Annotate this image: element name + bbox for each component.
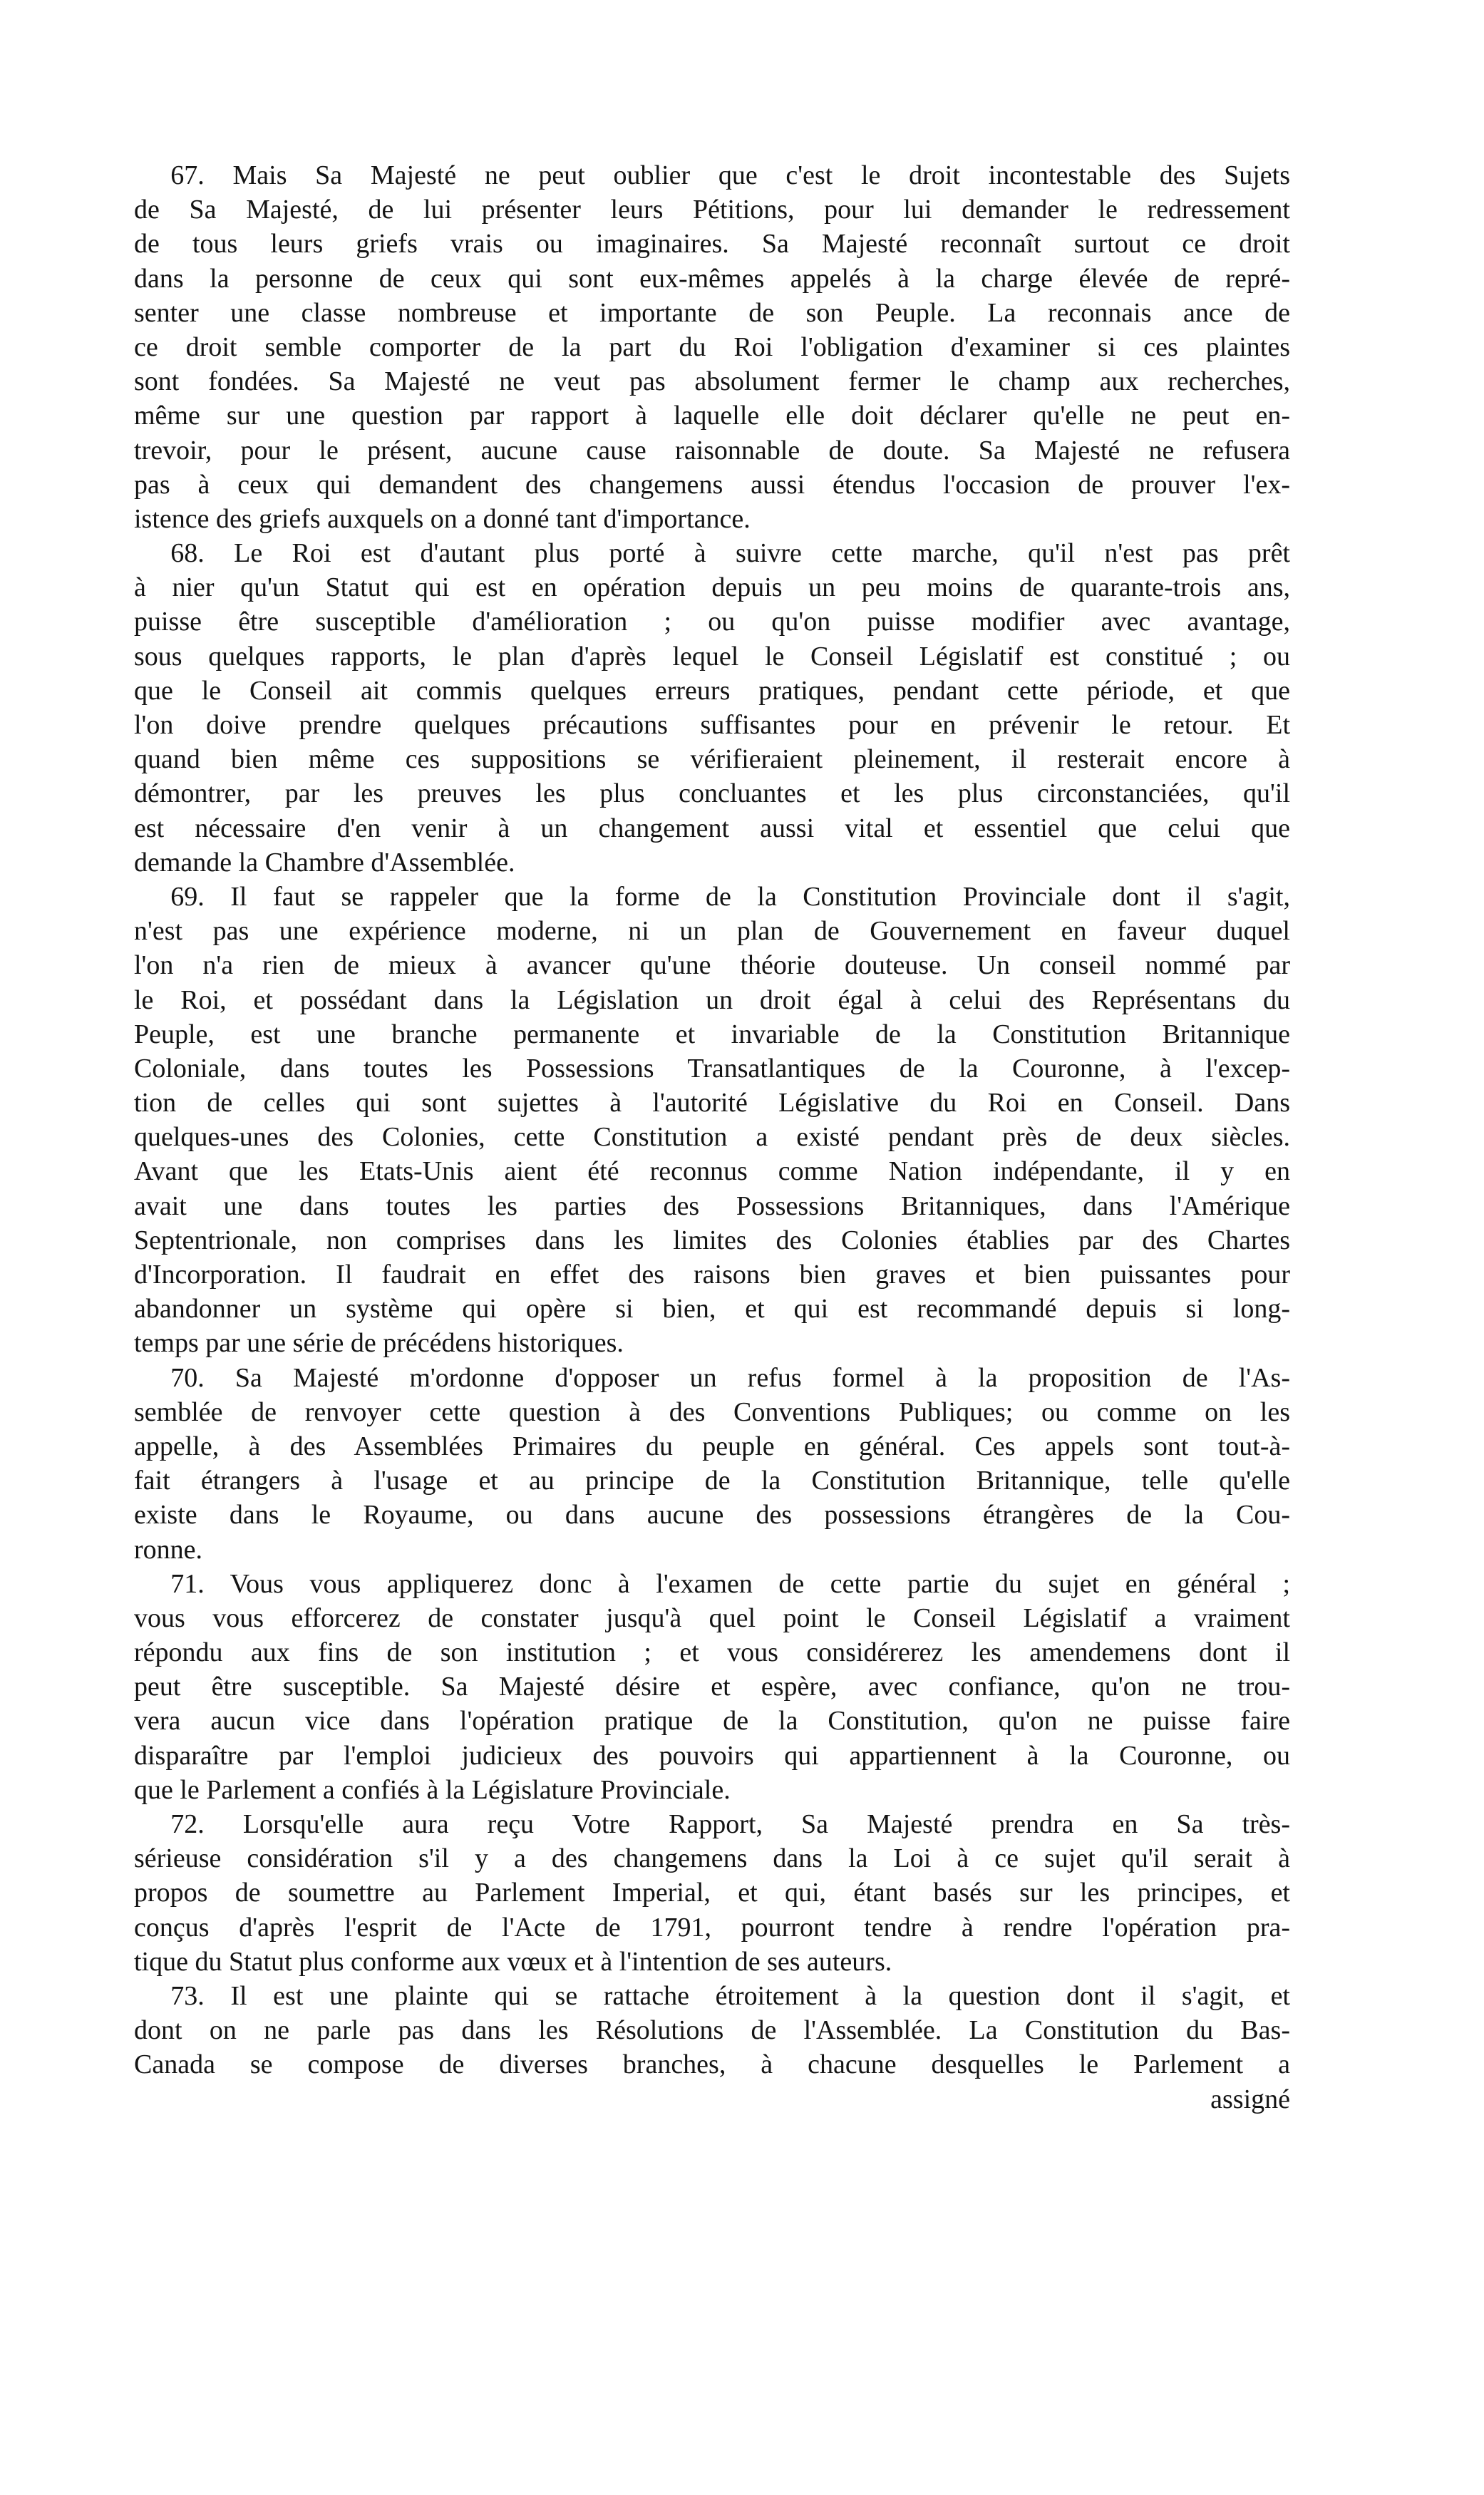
text-line: trevoir, pour le présent, aucune cause raisonnable de doute. Sa Majesté ne refusera [134, 435, 1290, 465]
text-line: l'on doive prendre quelques précautions suffisantes pour en prévenir le retour. Et [134, 710, 1290, 740]
text-line: conçus d'après l'esprit de l'Acte de 1791, pourront tendre à rendre l'opération pra- [134, 1912, 1290, 1943]
text-line: ronne. [134, 1534, 203, 1565]
text-line: même sur une question par rapport à laquelle elle doit déclarer qu'elle ne peut en- [134, 401, 1290, 431]
text-line: vera aucun vice dans l'opération pratique de la Constitution, qu'on ne puisse faire [134, 1706, 1290, 1737]
text-line: semblée de renvoyer cette question à des Conventions Publiques; ou comme on les [134, 1396, 1290, 1427]
text-line: dont on ne parle pas dans les Résolutions de l'Assemblée. La Constitution du Bas- [134, 2015, 1290, 2046]
text-line: 72. Lorsqu'elle aura reçu Votre Rapport, Sa Majesté prendra en Sa très- [170, 1809, 1290, 1839]
text-line: 71. Vous vous appliquerez donc à l'examen de cette partie du sujet en général ; [170, 1568, 1290, 1599]
text-line: abandonner un système qui opère si bien, et qui est recommandé depuis si long- [134, 1294, 1290, 1324]
text-line: fait étrangers à l'usage et au principe de la Constitution Britannique, telle qu'elle [134, 1466, 1290, 1496]
text-line: quelques-unes des Colonies, cette Constitution a existé pendant près de deux siècles. [134, 1122, 1290, 1153]
text-line: est nécessaire d'en venir à un changement aussi vital et essentiel que celui que [134, 813, 1290, 843]
text-line: senter une classe nombreuse et importante de son Peuple. La reconnais ance de [134, 297, 1290, 328]
text-line: vous vous efforcerez de constater jusqu'à quel point le Conseil Législatif a vraiment [134, 1603, 1290, 1633]
text-line: à nier qu'un Statut qui est en opération depuis un peu moins de quarante-trois ans, [134, 572, 1290, 603]
text-line: que le Parlement a confiés à la Législature Provinciale. [134, 1774, 731, 1805]
body-text [134, 158, 1290, 2116]
text-line: d'Incorporation. Il faudrait en effet des raisons bien graves et bien puissantes pour [134, 1260, 1290, 1290]
text-line: 67. Mais Sa Majesté ne peut oublier que c'est le droit incontestable des Sujets [170, 160, 1290, 190]
text-line: démontrer, par les preuves les plus concluantes et les plus circonstanciées, qu'il [134, 778, 1290, 809]
text-line: de Sa Majesté, de lui présenter leurs Pétitions, pour lui demander le redressement [134, 195, 1290, 225]
text-line: que le Conseil ait commis quelques erreurs pratiques, pendant cette période, et que [134, 675, 1290, 706]
text-line: tion de celles qui sont sujettes à l'autorité Législative du Roi en Conseil. Dans [134, 1088, 1290, 1118]
text-line: puisse être susceptible d'amélioration ; ou qu'on puisse modifier avec avantage, [134, 607, 1290, 637]
text-line: 69. Il faut se rappeler que la forme de la Constitution Provinciale dont il s'agit, [170, 881, 1290, 912]
text-line: disparaître par l'emploi judicieux des pouvoirs qui appartiennent à la Couronne, ou [134, 1740, 1290, 1771]
text-line: pas à ceux qui demandent des changemens aussi étendus l'occasion de prouver l'ex- [134, 469, 1290, 500]
text-line: 73. Il est une plainte qui se rattache étroitement à la question dont il s'agit, et [170, 1980, 1290, 2011]
text-line: tique du Statut plus conforme aux vœux et à l'intention de ses auteurs. [134, 1946, 892, 1977]
text-line: existe dans le Royaume, ou dans aucune des possessions étrangères de la Cou- [134, 1500, 1290, 1531]
text-line: ce droit semble comporter de la part du Roi l'obligation d'examiner si ces plaintes [134, 331, 1290, 362]
text-line: 68. Le Roi est d'autant plus porté à suivre cette marche, qu'il n'est pas prêt [170, 538, 1290, 569]
catchword: assigné [1210, 2084, 1290, 2114]
text-line: dans la personne de ceux qui sont eux-mêmes appelés à la charge élevée de repré- [134, 263, 1290, 294]
text-line: appelle, à des Assemblées Primaires du peuple en général. Ces appels sont tout-à- [134, 1431, 1290, 1461]
text-line: répondu aux fins de son institution ; et vous considérerez les amendemens dont il [134, 1637, 1290, 1668]
text-line: demande la Chambre d'Assemblée. [134, 847, 515, 878]
text-line: quand bien même ces suppositions se vérifieraient pleinement, il resterait encore à [134, 744, 1290, 775]
text-line: 70. Sa Majesté m'ordonne d'opposer un refus formel à la proposition de l'As- [170, 1362, 1290, 1393]
text-line: Coloniale, dans toutes les Possessions Transatlantiques de la Couronne, à l'excep- [134, 1053, 1290, 1084]
text-line: Canada se compose de diverses branches, à chacune desquelles le Parlement a [134, 2049, 1290, 2080]
text-line: Peuple, est une branche permanente et invariable de la Constitution Britannique [134, 1019, 1290, 1049]
text-line: istence des griefs auxquels on a donné tant d'importance. [134, 503, 751, 534]
text-line: temps par une série de précédens historiques. [134, 1328, 624, 1359]
text-line: sérieuse considération s'il y a des changemens dans la Loi à ce sujet qu'il serait à [134, 1843, 1290, 1874]
text-line: l'on n'a rien de mieux à avancer qu'une théorie douteuse. Un conseil nommé par [134, 950, 1290, 981]
text-line: propos de soumettre au Parlement Imperial, et qui, étant basés sur les principes, et [134, 1878, 1290, 1908]
text-line: Septentrionale, non comprises dans les limites des Colonies établies par des Chartes [134, 1225, 1290, 1255]
text-line: sous quelques rapports, le plan d'après lequel le Conseil Législatif est constitué ; ou [134, 641, 1290, 672]
text-line: Avant que les Etats-Unis aient été reconnus comme Nation indépendante, il y en [134, 1156, 1290, 1187]
text-line: peut être susceptible. Sa Majesté désire et espère, avec confiance, qu'on ne trou- [134, 1672, 1290, 1702]
text-line: le Roi, et possédant dans la Législation un droit égal à celui des Représentans du [134, 984, 1290, 1015]
text-line: sont fondées. Sa Majesté ne veut pas absolument fermer le champ aux recherches, [134, 366, 1290, 397]
text-line: avait une dans toutes les parties des Possessions Britanniques, dans l'Amérique [134, 1190, 1290, 1221]
text-line: de tous leurs griefs vrais ou imaginaires. Sa Majesté reconnaît surtout ce droit [134, 229, 1290, 259]
text-line: n'est pas une expérience moderne, ni un plan de Gouvernement en faveur duquel [134, 916, 1290, 947]
